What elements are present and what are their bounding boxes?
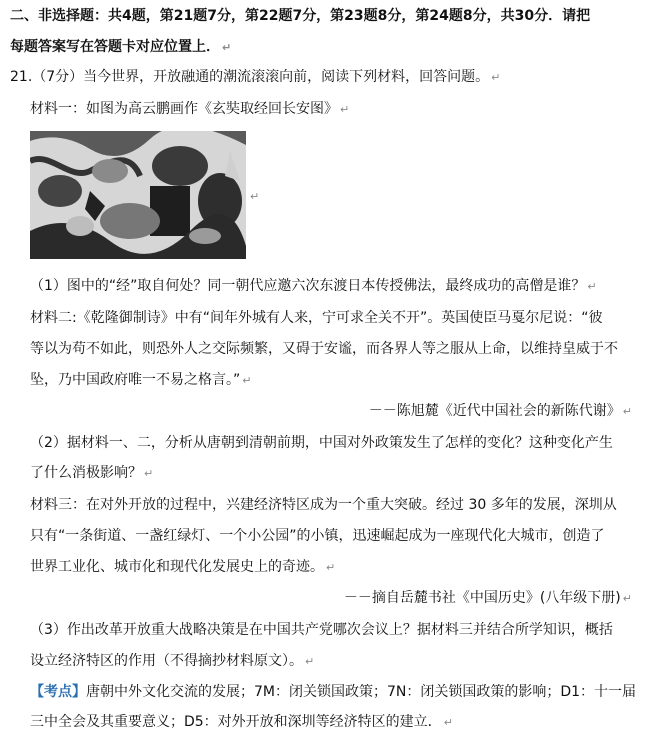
sub2-text-1: （2）据材料一、二，分析从唐朝到清朝前期，中国对外政策发生了怎样的变化？这种变化产生: [30, 435, 613, 451]
paragraph-mark: ↵: [144, 467, 154, 480]
material2-text-2: 等以为苟不如此，则恐外人之交际频繁，又碍于安谧，而各界人等之服从上命，以维持皇威于不: [30, 341, 618, 357]
kaodian-text-1: 唐朝中外文化交流的发展；7M：闭关锁国政策；7N：闭关锁国政策的影响；D1：十一届: [86, 684, 637, 700]
source3-text: －－摘自岳麓书社《中国历史》(八年级下册): [343, 590, 621, 606]
section-heading-line2: [10, 37, 231, 58]
material2-text-1: 材料二:《乾隆御制诗》中有“间年外城有人来，宁可求全关不开”。英国使臣马戛尔尼说：“彼: [30, 310, 603, 326]
source2-text: －－陈旭麓《近代中国社会的新陈代谢》: [368, 403, 621, 419]
material2-source: [369, 401, 632, 422]
material3-line3: [30, 557, 335, 578]
sub3-text-2: 设立经济特区的作用（不得摘抄材料原文）。: [30, 653, 303, 669]
heading-text-1: 二、非选择题：共4题，第21题7分，第22题7分，第23题8分，第24题8分，共30分．请把: [10, 8, 591, 24]
paragraph-mark: ↵: [250, 190, 260, 203]
paragraph-mark: ↵: [587, 280, 597, 293]
material1-text: 材料一：如图为高云鹏画作《玄奘取经回长安图》: [30, 101, 338, 117]
sub-question-2-line1: [30, 433, 613, 453]
paragraph-mark: ↵: [622, 405, 632, 418]
kaodian-line1: [30, 682, 636, 702]
material2-line3: [30, 370, 251, 391]
painting-image: [30, 131, 246, 259]
paragraph-mark: ↵: [326, 561, 336, 574]
kaodian-text-2: 三中全会及其重要意义；D5：对外开放和深圳等经济特区的建立．: [30, 714, 442, 730]
material2-text-3: 坠，乃中国政府唯一不易之格言。”: [30, 372, 241, 388]
material2-line1: [30, 308, 602, 328]
material3-line2: [30, 526, 605, 546]
paragraph-mark: ↵: [443, 716, 453, 729]
material2-line2: [30, 339, 618, 359]
kaodian-line2: [30, 712, 453, 733]
sub-question-3-line2: [30, 651, 314, 672]
paragraph-mark: ↵: [340, 103, 350, 116]
material3-line1: [30, 495, 617, 515]
material3-text-3: 世界工业化、城市化和现代化发展史上的奇迹。: [30, 559, 324, 575]
paragraph-mark: ↵: [305, 655, 315, 668]
paragraph-mark: ↵: [491, 71, 501, 84]
material3-source: [344, 588, 632, 609]
question-stem: [10, 67, 500, 88]
sub-question-3-line1: [30, 620, 613, 640]
paragraph-mark: ↵: [222, 41, 232, 54]
heading-text-2: 每题答案写在答题卡对应位置上．: [10, 39, 220, 55]
sub3-text-1: （3）作出改革开放重大战略决策是在中国共产党哪次会议上？据材料三并结合所学知识，概括: [30, 622, 613, 638]
question-stem-text: 21.（7分）当今世界，开放融通的潮流滚滚向前，阅读下列材料，回答问题。: [10, 69, 490, 85]
paragraph-mark: ↵: [242, 374, 252, 387]
paragraph-mark: ↵: [622, 592, 632, 605]
section-heading-line1: [10, 6, 590, 26]
sub2-text-2: 了什么消极影响？: [30, 465, 142, 481]
material3-text-2: 只有“一条街道、一盏红绿灯、一个小公园”的小镇，迅速崛起成为一座现代化大城市，创造了: [30, 528, 605, 544]
kaodian-label: 【考点】: [30, 684, 86, 700]
material1-intro: [30, 99, 349, 120]
material3-text-1: 材料三：在对外开放的过程中，兴建经济特区成为一个重大突破。经过 30 多年的发展，深圳从: [30, 497, 617, 513]
sub-question-2-line2: [30, 463, 153, 484]
sub-question-1: [30, 276, 597, 297]
sub1-text: （1）图中的“经”取自何处？同一朝代应邀六次东渡日本传授佛法，最终成功的高僧是谁？: [30, 278, 586, 294]
